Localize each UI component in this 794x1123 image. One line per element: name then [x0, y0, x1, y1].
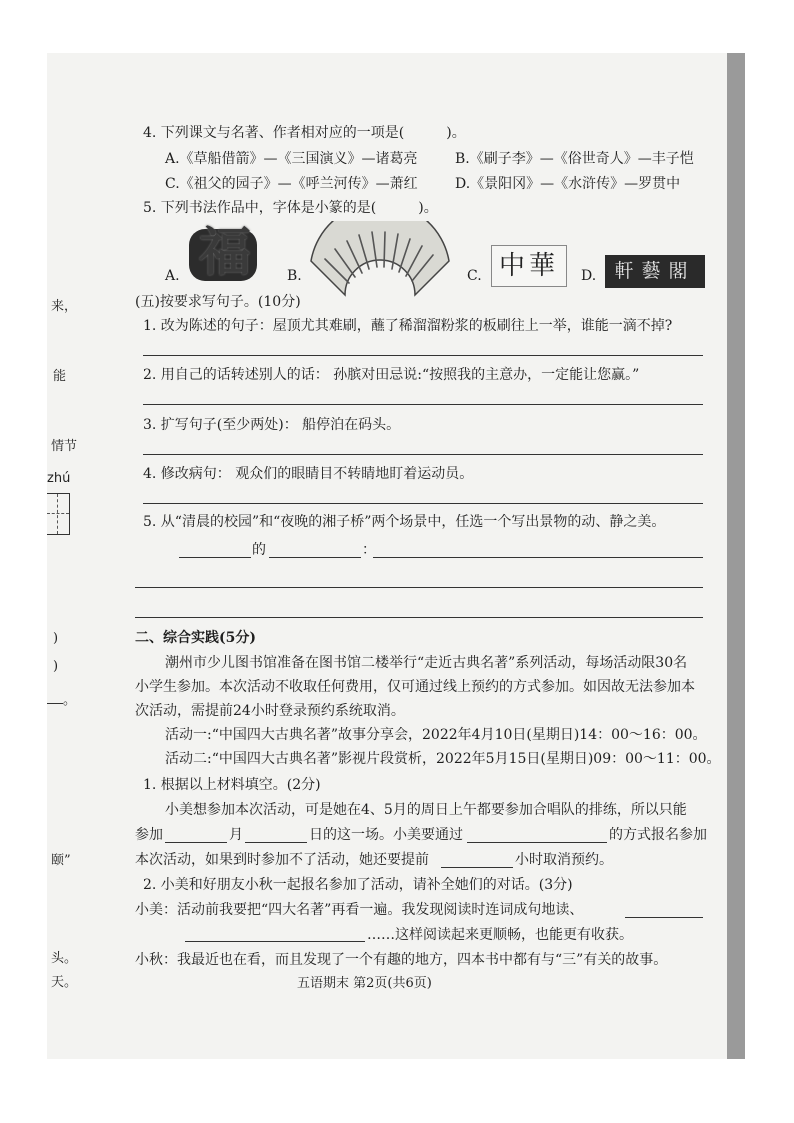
blank-reading-method-b[interactable] — [185, 941, 365, 942]
margin-fragment: ) — [53, 659, 59, 674]
margin-fragment: 颐” — [51, 853, 71, 868]
answer-blank-object[interactable] — [269, 557, 361, 558]
material-paragraph-line2: 小学生参加。本次活动不收取任何费用，仅可通过线上预约的方式参加。如因故无法参加本 — [135, 679, 695, 695]
sentence-task-3: 3. 扩写句子(至少两处)： 船停泊在码头。 — [143, 417, 401, 433]
plaque-calligraphy-image — [605, 255, 705, 288]
question-5-stem: 5. 下列书法作品中，字体是小篆的是( )。 — [143, 200, 438, 216]
answer-line-5c[interactable] — [135, 617, 703, 618]
fill-text: 本次活动，如果到时参加不了活动，她还要提前 — [135, 852, 429, 868]
sentence-task-4: 4. 修改病句： 观众们的眼睛目不转睛地盯着运动员。 — [143, 466, 474, 482]
de-connector: 的 — [252, 542, 266, 558]
blank-hours[interactable] — [441, 867, 513, 868]
option-c-label: C. — [467, 268, 482, 284]
exam-page — [47, 53, 727, 1059]
question-4-option-d: D.《景阳冈》—《水浒传》—罗贯中 — [455, 176, 681, 192]
margin-fragment: 。 — [63, 693, 77, 708]
section-5-title: (五)按要求写句子。(10分) — [135, 294, 301, 310]
margin-fragment: zhú — [47, 471, 71, 486]
dialogue-xiaoqiu: 小秋：我最近也在看，而且发现了一个有趣的地方，四本书中都有与“三”有关的故事。 — [135, 952, 668, 968]
material-paragraph-line3: 次活动，需提前24小时登录预约系统取消。 — [135, 703, 405, 719]
question-4-option-b: B.《刷子李》—《俗世奇人》—丰子恺 — [455, 151, 694, 167]
blank-method[interactable] — [467, 842, 607, 843]
fill-text: 的方式报名参加 — [609, 827, 707, 843]
answer-line-1[interactable] — [143, 355, 703, 356]
margin-fragment: 能 — [53, 369, 67, 384]
question-4-stem: 4. 下列课文与名著、作者相对应的一项是( )。 — [143, 125, 466, 141]
practice-question-2: 2. 小美和好朋友小秋一起报名参加了活动，请补全她们的对话。(3分) — [143, 877, 573, 893]
question-4-option-a: A.《草船借箭》—《三国演义》—诸葛亮 — [165, 151, 418, 167]
sentence-task-5: 5. 从“清晨的校园”和“夜晚的湘子桥”两个场景中，任选一个写出景物的动、静之美。 — [143, 514, 666, 530]
material-paragraph-line1: 潮州市少儿图书馆准备在图书馆二楼举行“走近古典名著”系列活动，每场活动限30名 — [165, 655, 688, 671]
blank-day[interactable] — [245, 842, 307, 843]
blank-reading-method-a[interactable] — [625, 917, 703, 918]
fill-text: 小时取消预约。 — [515, 852, 613, 868]
margin-fragment: 情节 — [51, 439, 78, 454]
margin-fragment: 头。 — [51, 951, 78, 966]
margin-fragment: ) — [53, 631, 59, 646]
option-b-label: B. — [287, 268, 302, 284]
glyph-zhonghua: 中華 — [498, 251, 559, 281]
practice-q1-line1: 小美想参加本次活动，可是她在4、5月的周日上午都要参加合唱队的排练，所以只能 — [165, 802, 687, 818]
section-2-title: 二、综合实践(5分) — [135, 630, 256, 646]
page-shadow-edge — [727, 53, 745, 1059]
practice-question-1: 1. 根据以上材料填空。(2分) — [143, 777, 321, 793]
margin-fragment: 天。 — [51, 975, 78, 990]
sentence-task-2: 2. 用自己的话转述别人的话： 孙膑对田忌说:“按照我的主意办，一定能让您赢。” — [143, 367, 640, 383]
answer-blank-scene[interactable] — [179, 557, 251, 558]
answer-line-4[interactable] — [143, 503, 703, 504]
sentence-task-1: 1. 改为陈述的句子：屋顶尤其难刷，蘸了稀溜溜粉浆的板刷往上一举，谁能一滴不掉? — [143, 318, 673, 334]
blank-month[interactable] — [165, 842, 227, 843]
colon: ： — [362, 542, 376, 558]
glyph-fu: 福 — [198, 222, 251, 283]
page-footer: 五语期末 第2页(共6页) — [297, 976, 432, 991]
seal-script-image — [491, 245, 567, 287]
tianzige-box — [47, 493, 70, 535]
fill-text: 日的这一场。小美要通过 — [309, 827, 463, 843]
answer-line-5a[interactable] — [373, 557, 703, 558]
answer-line-3[interactable] — [143, 454, 703, 455]
answer-line-5b[interactable] — [135, 587, 703, 588]
option-a-label: A. — [165, 268, 180, 284]
fill-text: 月 — [229, 827, 243, 843]
question-4-option-c: C.《祖父的园子》—《呼兰河传》—萧红 — [165, 176, 418, 192]
exam-photo — [47, 53, 745, 1059]
activity-1: 活动一:“中国四大古典名著”故事分享会，2022年4月10日(星期日)14：00～16：00。 — [165, 727, 707, 743]
dialogue-xiaomei: 小美：活动前我要把“四大名著”再看一遍。我发现阅读时连词成句地读、 — [135, 902, 584, 918]
fan-calligraphy-image — [305, 221, 455, 301]
dialogue-xiaomei-cont: ……这样阅读起来更顺畅，也能更有收获。 — [367, 927, 633, 943]
option-d-label: D. — [581, 268, 597, 284]
margin-line — [47, 703, 63, 704]
activity-2: 活动二:“中国四大古典名著”影视片段赏析，2022年5月15日(星期日)09：00～11：00。 — [165, 751, 721, 767]
answer-line-2[interactable] — [143, 404, 703, 405]
fill-text: 参加 — [135, 827, 163, 843]
calligraphy-fu-image — [185, 223, 261, 285]
margin-fragment: 来， — [51, 299, 78, 314]
glyph-xuanyige: 軒藝閣 — [614, 260, 696, 282]
